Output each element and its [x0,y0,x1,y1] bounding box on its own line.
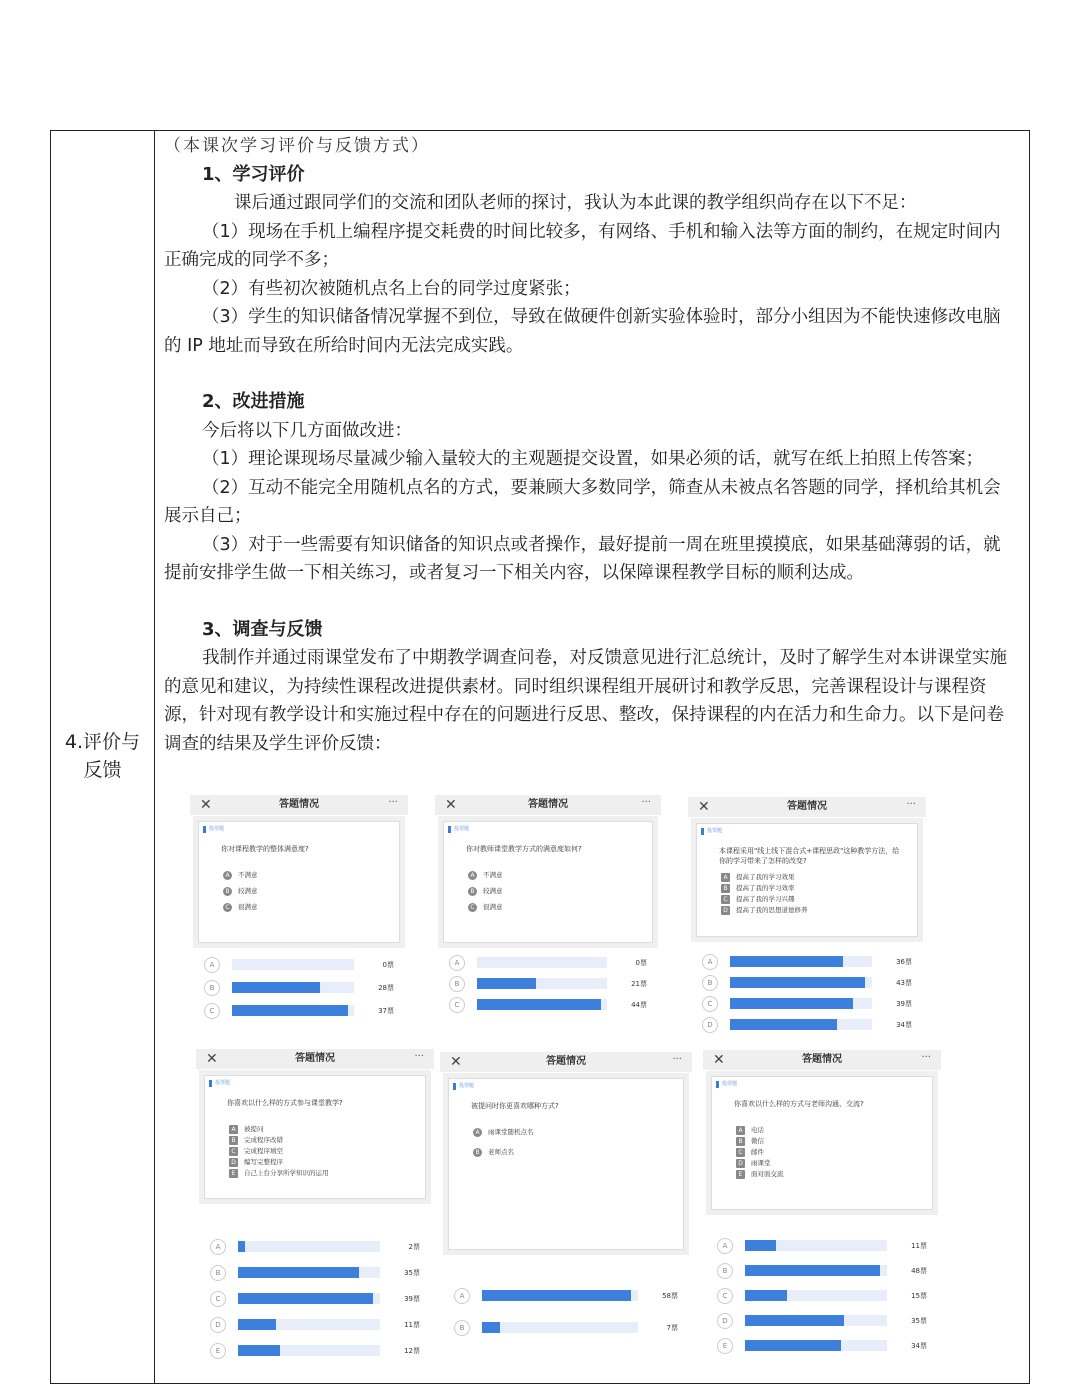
option-item [468,902,503,912]
option-item [229,1157,283,1167]
option-text: 完成程序改错 [244,1136,283,1144]
result-letter: B [204,980,220,996]
result-count: 37票 [378,1007,394,1015]
heading-survey: 3、调查与反馈 [202,618,323,640]
option-letter: E [736,1170,745,1179]
result-count: 34票 [896,1021,912,1029]
result-letter: A [210,1239,226,1255]
option-item [223,902,258,912]
result-track [745,1340,887,1351]
option-item [736,1158,771,1168]
option-text: 较满意 [238,887,258,895]
result-row [206,1265,426,1281]
result-track [730,998,872,1009]
result-count: 35票 [404,1269,420,1277]
result-letter: D [702,1017,718,1033]
result-track [238,1241,380,1252]
option-letter: B [721,884,730,893]
option-item [473,1147,514,1157]
option-letter: B [473,1148,482,1157]
option-item [736,1136,764,1146]
question-type-tag: 投票题 [203,826,224,833]
result-bar [482,1290,631,1301]
result-track [238,1293,380,1304]
result-count: 11票 [911,1242,927,1250]
option-letter: E [229,1169,238,1178]
result-letter: E [717,1338,733,1354]
more-icon[interactable]: ··· [672,1054,682,1065]
result-bar [238,1319,276,1330]
paragraph: （1）理论课现场尽量减少输入量较大的主观题提交设置，如果必须的话，就写在纸上拍照上传答案； [202,449,984,469]
option-item [229,1146,283,1156]
result-count: 35票 [911,1317,927,1325]
question-text: 本课程采用"线上线下混合式+课程思政"这种教学方法，给你的学习带来了怎样的改变? [719,847,900,865]
result-bar [238,1345,280,1356]
result-row [200,1003,400,1019]
result-track [745,1240,887,1251]
survey-screenshot [435,795,661,1022]
result-bar [232,1005,348,1016]
option-letter: B [229,1136,238,1145]
question-card [711,1076,933,1210]
result-letter: D [210,1317,226,1333]
option-item [736,1147,764,1157]
column-divider [154,131,155,1383]
result-count: 2票 [408,1243,420,1251]
result-count: 58票 [662,1292,678,1300]
result-track [730,977,872,988]
question-type-tag: 投票题 [701,828,722,835]
option-item [229,1135,283,1145]
option-item [468,870,503,880]
question-text: 被提问时你更喜欢哪种方式? [471,1102,559,1110]
result-count: 11票 [404,1321,420,1329]
paragraph: （3）学生的知识储备情况掌握不到位，导致在做硬件创新实验体验时，部分小组因为不能快速修改电脑的 IP 地址而导致在所给时间内无法完成实践。 [164,307,1001,356]
heading-evaluation: 1、学习评价 [202,163,305,185]
result-letter: B [717,1263,733,1279]
result-row [206,1343,426,1359]
result-count: 28票 [378,984,394,992]
result-row [698,1017,918,1033]
result-track [477,978,607,989]
result-track [730,1019,872,1030]
result-count: 39票 [404,1295,420,1303]
more-icon[interactable]: ··· [388,797,398,808]
option-text: 雨课堂 [751,1159,771,1167]
option-text: 很满意 [483,903,503,911]
survey-screenshot [703,1050,941,1367]
result-row [713,1313,933,1329]
paragraph: （1）现场在手机上编程序提交耗费的时间比较多，有网络、手机和输入法等方面的制约，在规定时间内正确完成的同学不多； [164,221,1001,270]
more-icon[interactable]: ··· [906,799,916,810]
option-item [736,1169,784,1179]
result-bar [238,1293,373,1304]
result-track [238,1267,380,1278]
result-letter: A [702,954,718,970]
result-bar [238,1241,245,1252]
option-letter: C [223,903,232,912]
question-text: 你对教师课堂教学方式的满意度如何? [466,845,582,853]
result-row [445,976,653,992]
result-count: 0票 [382,961,394,969]
result-bar [730,998,853,1009]
question-type-tag: 投票题 [716,1081,737,1088]
question-card [448,1078,684,1250]
option-text: 邮件 [751,1148,764,1156]
question-card [696,823,918,937]
result-track [232,959,354,970]
paragraph: 课后通过跟同学们的交流和团队老师的探讨，我认为本此课的教学组织尚存在以下不足： [234,193,917,213]
result-count: 48票 [911,1267,927,1275]
option-letter: D [721,906,730,915]
result-row [698,996,918,1012]
result-bar [232,982,320,993]
option-item [721,883,795,893]
option-text: 完成程序填空 [244,1147,283,1155]
screenshot-title: 答题情况 [802,1054,842,1065]
result-letter: C [449,997,465,1013]
result-track [477,957,607,968]
result-row [206,1317,426,1333]
question-type-tag: 投票题 [209,1080,230,1087]
question-text: 你对课程教学的整体满意度? [221,845,309,853]
result-track [238,1345,380,1356]
result-row [445,997,653,1013]
result-letter: A [454,1288,470,1304]
option-text: 电话 [751,1126,764,1134]
close-icon[interactable]: ✕ [200,797,212,813]
result-row [206,1291,426,1307]
result-bar [730,977,865,988]
close-icon[interactable]: ✕ [713,1052,725,1068]
result-row [200,957,400,973]
option-item [229,1168,329,1178]
option-letter: A [721,873,730,882]
more-icon[interactable]: ··· [641,797,651,808]
result-row [450,1288,684,1304]
more-icon[interactable]: ··· [921,1052,931,1063]
option-item [223,886,258,896]
option-text: 面对面交流 [751,1170,784,1178]
result-bar [745,1340,841,1351]
result-letter: C [702,996,718,1012]
option-letter: A [736,1126,745,1135]
result-count: 21票 [631,980,647,988]
option-text: 不满意 [483,871,503,879]
option-text: 被提问 [244,1125,264,1133]
result-count: 36票 [896,958,912,966]
question-type-tag: 投票题 [448,826,469,833]
result-row [698,975,918,991]
result-letter: C [717,1288,733,1304]
row-label-line1: 4.评价与 [64,731,141,753]
option-letter: D [736,1159,745,1168]
option-text: 提高了我的思想道德修养 [736,906,808,914]
option-text: 很满意 [238,903,258,911]
option-letter: A [473,1128,482,1137]
paragraph: （2）互动不能完全用随机点名的方式，要兼顾大多数同学，筛查从未被点名答题的同学，择机给其机会展示自己； [164,477,1001,526]
question-card [204,1075,426,1199]
result-count: 34票 [911,1342,927,1350]
option-text: 提高了我的学习效率 [736,884,795,892]
result-row [698,954,918,970]
result-letter: B [210,1265,226,1281]
question-text: 你喜欢以什么样的方式参与课堂教学? [227,1099,343,1107]
result-bar [745,1290,787,1301]
result-row [713,1288,933,1304]
option-letter: C [721,895,730,904]
screenshot-title: 答题情况 [787,801,827,812]
result-bar [477,999,601,1010]
option-item [736,1125,764,1135]
result-track [730,956,872,967]
option-letter: A [229,1125,238,1134]
result-letter: B [449,976,465,992]
result-letter: A [449,955,465,971]
option-text: 提高了我的学习效果 [736,873,795,881]
result-track [482,1322,638,1333]
more-icon[interactable]: ··· [414,1051,424,1062]
survey-screenshot [440,1052,692,1356]
result-count: 15票 [911,1292,927,1300]
option-item [229,1124,264,1134]
result-bar [238,1267,359,1278]
result-row [445,955,653,971]
question-card [198,821,400,943]
option-letter: B [223,887,232,896]
survey-screenshot [190,795,408,1030]
screenshot-title: 答题情况 [546,1056,586,1067]
question-card [443,821,653,943]
intro-text: （本课次学习评价与反馈方式） [164,136,430,156]
screenshot-title: 答题情况 [279,799,319,810]
heading-improvements: 2、改进措施 [202,391,305,412]
option-item [721,905,808,915]
survey-screenshot [196,1049,434,1373]
result-letter: C [204,1003,220,1019]
option-letter: A [223,871,232,880]
result-bar [477,978,536,989]
option-text: 较满意 [483,887,503,895]
survey-screenshot [688,797,926,1042]
result-bar [745,1315,844,1326]
result-track [232,982,354,993]
result-letter: A [204,957,220,973]
result-count: 39票 [896,1000,912,1008]
screenshot-title: 答题情况 [295,1053,335,1064]
option-text: 自己上台分享所学知识的运用 [244,1169,329,1177]
option-item [721,894,795,904]
option-text: 雨课堂随机点名 [488,1128,534,1136]
result-count: 12票 [404,1347,420,1355]
result-count: 0票 [635,959,647,967]
row-label [51,728,154,784]
option-text: 编写完整程序 [244,1158,283,1166]
option-item [223,870,258,880]
option-letter: C [468,903,477,912]
result-letter: A [717,1238,733,1254]
result-bar [730,956,843,967]
option-letter: B [468,887,477,896]
result-letter: B [454,1320,470,1336]
result-letter: E [210,1343,226,1359]
result-letter: D [717,1313,733,1329]
option-item [721,872,795,882]
result-bar [745,1240,776,1251]
option-text: 不满意 [238,871,258,879]
result-row [713,1238,933,1254]
screenshot-title: 答题情况 [528,799,568,810]
paragraph: 今后将以下几方面做改进： [202,420,412,441]
result-track [745,1265,887,1276]
result-row [450,1320,684,1336]
close-icon[interactable]: ✕ [206,1051,218,1067]
result-letter: B [702,975,718,991]
question-type-tag: 投票题 [453,1083,474,1090]
option-letter: C [736,1148,745,1157]
content-cell [164,131,1014,758]
result-track [745,1315,887,1326]
close-icon[interactable]: ✕ [450,1054,462,1070]
question-text: 你喜欢以什么样的方式与老师沟通、交流? [734,1100,864,1108]
option-text: 微信 [751,1137,764,1145]
result-track [232,1005,354,1016]
result-row [713,1338,933,1354]
option-item [468,886,503,896]
result-bar [745,1265,880,1276]
option-text: 老师点名 [488,1148,514,1156]
result-track [238,1319,380,1330]
option-letter: B [736,1137,745,1146]
result-bar [730,1019,837,1030]
result-count: 7票 [666,1324,678,1332]
option-item [473,1127,534,1137]
result-track [745,1290,887,1301]
result-row [206,1239,426,1255]
result-row [200,980,400,996]
result-track [477,999,607,1010]
paragraph: 我制作并通过雨课堂发布了中期教学调查问卷，对反馈意见进行汇总统计，及时了解学生对本讲课堂实施的意见和建议，为持续性课程改进提供素材。同时组织课程组开展研讨和教学反思，完善课程设计与课程资源，针对现有教学设计和实施过程中存在的问题进行反思、整改，保持课程的内在活力和生命力。以下是问卷调查的结果及学生评价反馈： [164,648,1007,754]
result-row [713,1263,933,1279]
option-letter: A [468,871,477,880]
result-track [482,1290,638,1301]
result-count: 43票 [896,979,912,987]
close-icon[interactable]: ✕ [698,799,710,815]
option-letter: D [229,1158,238,1167]
result-letter: C [210,1291,226,1307]
option-letter: C [229,1147,238,1156]
option-text: 提高了我的学习兴趣 [736,895,795,903]
result-count: 44票 [631,1001,647,1009]
close-icon[interactable]: ✕ [445,797,457,813]
paragraph: （3）对于一些需要有知识储备的知识点或者操作，最好提前一周在班里摸摸底，如果基础薄弱的话，就提前安排学生做一下相关练习，或者复习一下相关内容，以保障课程教学目标的顺利达成。 [164,534,1001,583]
row-label-line2: 反馈 [83,759,122,781]
result-bar [482,1322,500,1333]
paragraph: （2）有些初次被随机点名上台的同学过度紧张； [202,278,581,299]
